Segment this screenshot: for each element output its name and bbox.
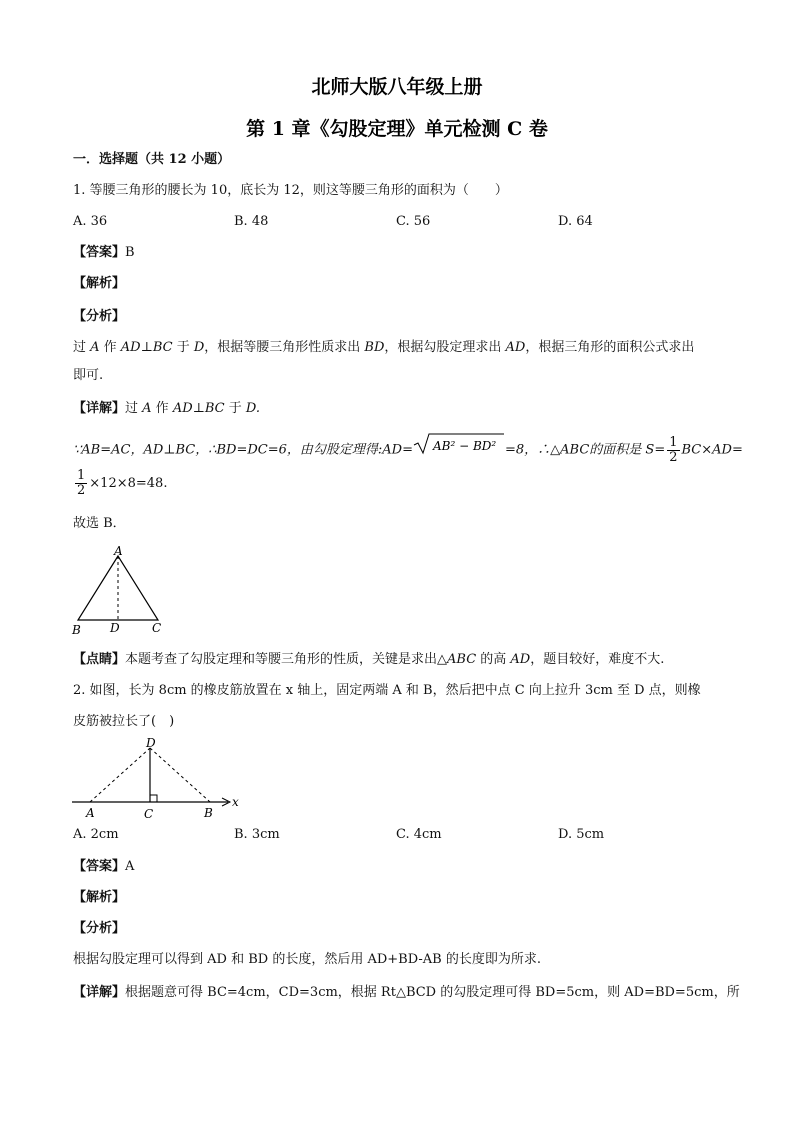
- fraction: [667, 436, 679, 465]
- math-expr: AD⊥BC: [172, 401, 225, 416]
- text-segment: ，题目较好，难度不大.: [530, 652, 665, 667]
- fraction-numerator: 1: [77, 468, 86, 483]
- label-d: D: [110, 621, 120, 635]
- math-var: D: [193, 340, 205, 355]
- fraction: [75, 469, 87, 498]
- q1-detail-line1: [73, 399, 733, 419]
- q2-option-a: A. 2cm: [73, 827, 119, 842]
- q2-option-b: B. 3cm: [234, 827, 280, 842]
- text-segment: ，根据三角形的面积公式求出: [525, 340, 695, 355]
- q1-triangle-figure: [68, 544, 168, 638]
- math-expr: =8，∴△ABC的面积是 S=: [504, 442, 666, 458]
- label-c: C: [152, 621, 162, 635]
- q2-stem-line1: 2. 如图，长为 8cm 的橡皮筋放置在 x 轴上，固定两端 A 和 B，然后把中点 C 向上拉升 3cm 至 D 点，则橡: [73, 683, 701, 698]
- q2-answer-line: [73, 857, 733, 877]
- math-var: A: [142, 401, 152, 416]
- sqrt-sign-icon: [413, 432, 505, 456]
- q1-choose: 故选 B．: [73, 516, 126, 531]
- math-var: BD: [364, 340, 385, 355]
- math-var: AD: [510, 652, 531, 667]
- q1-jiexi-tag: 【解析】: [73, 276, 126, 291]
- sqrt-radicand: AB² − BD²: [432, 439, 497, 453]
- text-segment: 作: [151, 401, 173, 416]
- text-segment: 根据题意可得 BC=4cm，CD=3cm，根据 Rt△BCD 的勾股定理可得 BD=5cm，则 AD=BD=5cm，所: [125, 985, 740, 1000]
- detail-tag: 【详解】: [73, 401, 126, 416]
- segment-ad: [90, 748, 150, 802]
- detail-tag: 【详解】: [73, 985, 126, 1000]
- label-c: C: [144, 807, 154, 821]
- math-var: D.: [245, 401, 260, 416]
- text-segment: 过: [73, 340, 91, 355]
- right-angle-mark-icon: [150, 795, 157, 802]
- answer-value: A: [125, 859, 135, 874]
- q1-comment: [73, 650, 733, 670]
- q1-detail-line2: [73, 432, 743, 468]
- q1-option-c: C. 56: [396, 214, 431, 229]
- text-segment: 过: [125, 401, 143, 416]
- text-segment: 的高: [476, 652, 511, 667]
- segment-bd: [150, 748, 210, 802]
- label-d: D: [146, 736, 156, 750]
- q2-stem-line2: 皮筋被拉长了( ): [73, 714, 175, 729]
- q2-jiexi-tag: 【解析】: [73, 890, 126, 905]
- sqrt-expression: [413, 432, 505, 468]
- fraction-denominator: 2: [77, 483, 86, 498]
- q2-analysis: 根据勾股定理可以得到 AD 和 BD 的长度，然后用 AD+BD-AB 的长度即为所求.: [73, 952, 541, 967]
- math-expr: BC×AD=: [681, 442, 743, 458]
- answer-value: B: [125, 245, 135, 260]
- q2-rubber-band-figure: [70, 734, 250, 822]
- text-segment: 作: [99, 340, 121, 355]
- text-segment: 于: [224, 401, 246, 416]
- q1-analysis-line1: [73, 338, 733, 358]
- document-title: 北师大版八年级上册: [311, 76, 483, 98]
- fraction-denominator: 2: [669, 449, 678, 465]
- math-var: ABC: [447, 652, 477, 667]
- math-expr: ∵AB=AC，AD⊥BC，∴BD=DC=6，由勾股定理得:AD=: [73, 442, 413, 458]
- math-var: AD: [505, 340, 526, 355]
- q2-detail: [73, 983, 740, 1003]
- text-segment: 于: [172, 340, 194, 355]
- document-subtitle: 第 1 章《勾股定理》单元检测 C 卷: [246, 118, 548, 140]
- comment-tag: 【点睛】: [73, 652, 126, 667]
- text-segment: 本题考查了勾股定理和等腰三角形的性质，关键是求出△: [125, 652, 448, 667]
- label-a: A: [86, 806, 95, 820]
- math-expr: AD⊥BC: [120, 340, 173, 355]
- math-expr: ×12×8=48.: [89, 476, 168, 491]
- q1-detail-line3: [73, 468, 733, 500]
- text-segment: ，根据勾股定理求出: [384, 340, 506, 355]
- q2-option-d: D. 5cm: [558, 827, 605, 842]
- q1-option-a: A. 36: [73, 214, 108, 229]
- text-segment: ，根据等腰三角形性质求出: [204, 340, 365, 355]
- label-a: A: [114, 544, 123, 558]
- q1-analysis-line2: 即可.: [73, 368, 104, 383]
- q1-stem: 1. 等腰三角形的腰长为 10，底长为 12，则这等腰三角形的面积为（ ）: [73, 183, 508, 198]
- label-b: B: [204, 806, 213, 820]
- q2-fenxi-tag: 【分析】: [73, 921, 126, 936]
- q2-option-c: C. 4cm: [396, 827, 442, 842]
- answer-tag: 【答案】: [73, 859, 126, 874]
- label-b: B: [72, 623, 81, 637]
- q1-option-d: D. 64: [558, 214, 593, 229]
- q1-option-b: B. 48: [234, 214, 269, 229]
- fraction-numerator: 1: [669, 434, 678, 450]
- label-x: x: [232, 795, 239, 809]
- math-var: A: [90, 340, 100, 355]
- q1-answer-line: [73, 243, 733, 263]
- q1-fenxi-tag: 【分析】: [73, 309, 126, 324]
- answer-tag: 【答案】: [73, 245, 126, 260]
- section-heading: 一．选择题（共 12 小题）: [73, 152, 231, 167]
